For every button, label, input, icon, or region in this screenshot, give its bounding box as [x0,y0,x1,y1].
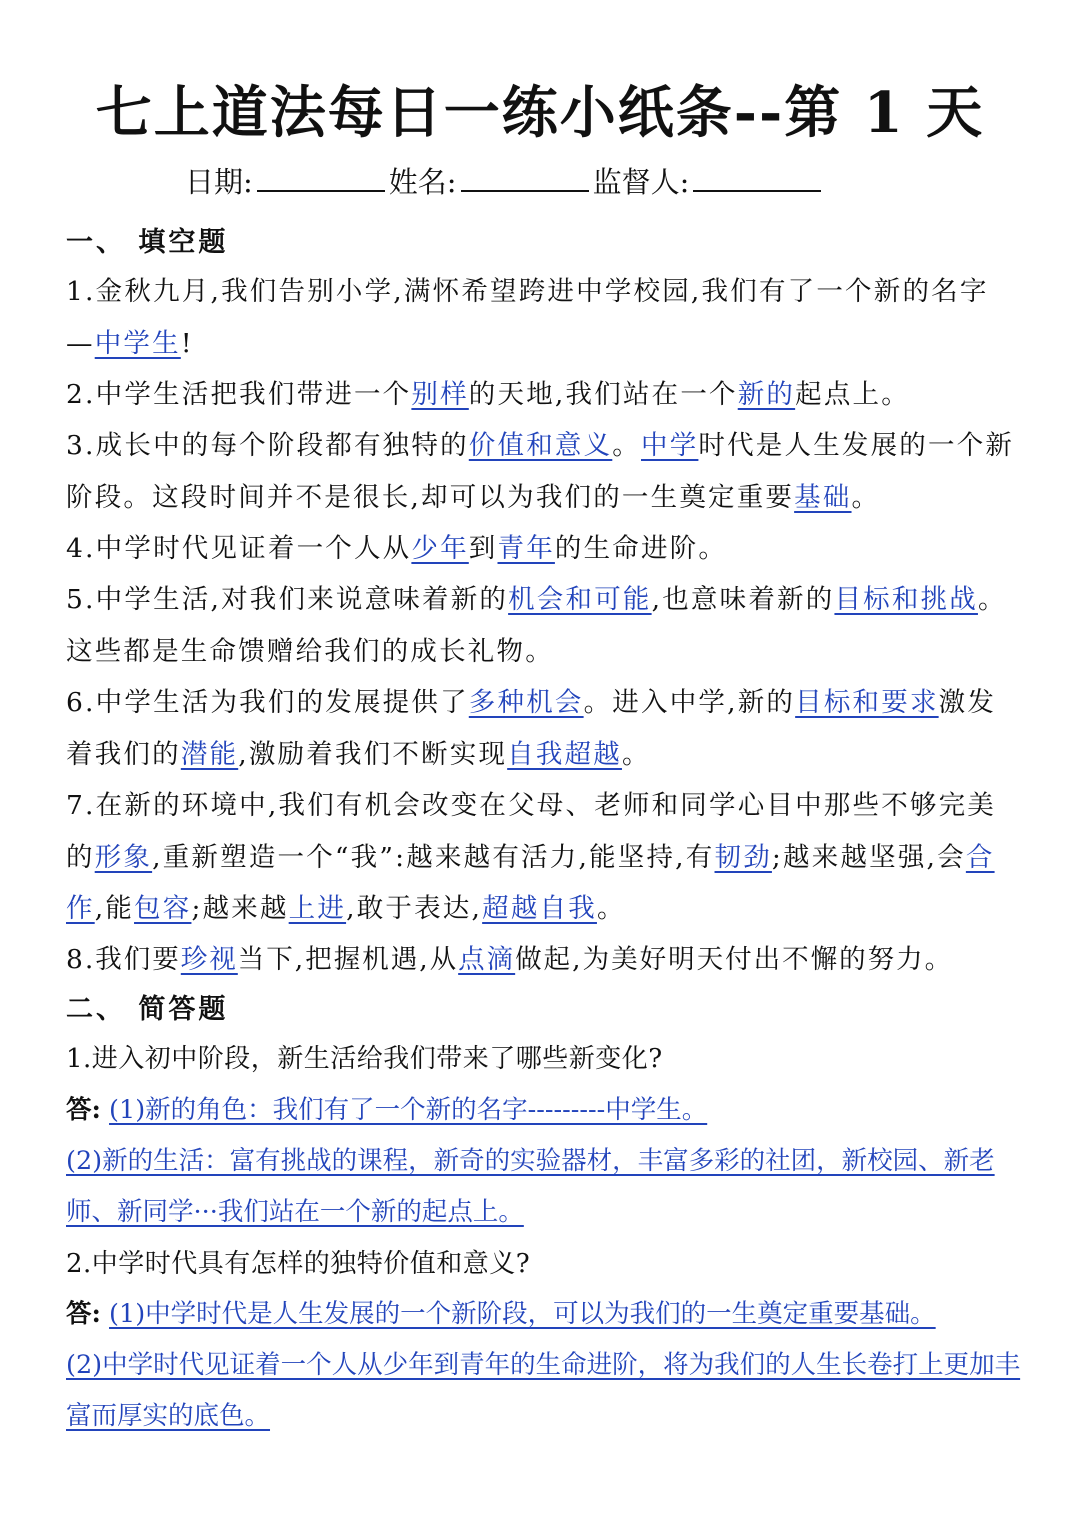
section-heading-fill-blank: 一、 填空题 [66,227,229,258]
question-4 [66,523,1016,575]
question-text: 时代是人生发展的一个新阶段。这段时间并不是很长,却可以为我们的一生奠定重要 [66,430,1015,513]
answer-2-line-1 [66,1289,1021,1340]
question-text: 做起,为美好明天付出不懈的努力。 [515,944,954,975]
answer-text: 形象 [94,841,153,873]
question-2 [66,369,1016,421]
question-text: 到 [468,533,498,564]
answer-label: 答: [66,1299,101,1329]
answer-text: 机会和可能 [508,584,652,615]
question-text: 4.中学时代见证着一个人从 [66,533,412,564]
question-text: 。 [596,893,626,924]
answer-text: 目标和要求 [795,687,939,718]
answer-text: 合作 [66,841,995,924]
question-text: 。 [621,738,651,770]
question-text: 8.我们要 [66,944,181,975]
question-1 [66,266,1016,369]
question-text: 6.中学生活为我们的发展提供了 [66,687,469,718]
question-text: 。 [851,481,881,513]
question-text: ,也意味着新的 [651,584,835,615]
question-text: ;越来越坚强,会 [771,841,966,873]
date-label: 日期: [185,165,253,199]
answer-text: 目标和挑战 [834,584,978,615]
answer-text: 中学 [641,430,699,461]
answer-label: 答: [66,1095,101,1125]
question-3 [66,420,1016,523]
question-text: ,敢于表达, [346,893,483,924]
question-text: 3.成长中的每个阶段都有独特的 [66,430,469,461]
question-5 [66,574,1016,677]
answer-text: 新的 [737,379,796,410]
answer-1-line-1 [66,1085,1021,1136]
supervisor-label: 监督人: [592,165,690,199]
date-blank [257,164,385,192]
question-text: 的天地,我们站在一个 [468,379,738,410]
answer-text: 青年 [497,533,555,564]
answer-text: (1)中学时代是人生发展的一个新阶段，可以为我们的一生奠定重要基础。 [109,1299,936,1329]
supervisor-blank [693,164,821,192]
answer-text: 别样 [411,379,469,410]
short-question-2: 2.中学时代具有怎样的独特价值和意义? [66,1249,531,1279]
question-text: ,激励着我们不断实现 [238,738,508,770]
page-title: 七上道法每日一练小纸条--第 1 天 [95,80,985,146]
question-text: ;越来越 [191,893,289,924]
question-text: ! [180,327,194,359]
question-text: 5.中学生活,对我们来说意味着新的 [66,584,509,615]
name-blank [461,164,589,192]
answer-text: (2)新的生活：富有挑战的课程，新奇的实验器材，丰富多彩的社团，新校园、新老师、新同学···我们站在一个新的起点上。 [66,1146,995,1227]
answer-text: 少年 [411,533,469,564]
question-text: 1.金秋九月,我们告别小学,满怀希望跨进中学校园,我们有了一个新的名字— [66,276,989,359]
answer-text: 点滴 [458,944,516,975]
info-line [185,162,825,202]
answer-text: 上进 [288,893,347,924]
name-label: 姓名: [388,165,457,199]
answer-2-line-2 [66,1340,1021,1442]
question-text: 激发着我们的 [66,687,997,770]
answer-text: 珍视 [180,944,238,975]
answer-text: (2)中学时代见证着一个人从少年到青年的生命进阶，将为我们的人生长卷打上更加丰富而厚实的底色。 [66,1350,1021,1431]
question-text: 2.中学生活把我们带进一个 [66,379,412,410]
question-7 [66,780,1016,935]
answer-text: (1)新的角色：我们有了一个新的名字---------中学生。 [109,1095,708,1125]
answer-text: 韧劲 [714,841,772,873]
answer-text: 自我超越 [507,738,622,770]
question-text: 。这些都是生命馈赠给我们的成长礼物。 [66,584,1007,667]
answer-text: 多种机会 [468,687,584,718]
answer-text: 中学生 [94,327,181,359]
short-question-1: 1.进入初中阶段，新生活给我们带来了哪些新变化? [66,1044,663,1074]
question-text: ,重新塑造一个“我”:越来越有活力,能坚持,有 [152,841,715,873]
answer-1-line-2 [66,1136,1021,1238]
question-text: ,能 [94,893,135,924]
question-text: 。 [612,430,641,461]
question-text: 起点上。 [795,379,910,410]
question-8 [66,934,1036,986]
answer-text: 价值和意义 [468,430,613,461]
question-6 [66,677,1016,780]
answer-text: 潜能 [180,738,239,770]
section-heading-short-answer: 二、 简答题 [66,994,229,1025]
question-text: 的生命进阶。 [554,533,728,564]
answer-text: 超越自我 [482,893,597,924]
question-text: 当下,把握机遇,从 [237,944,459,975]
question-text: 7.在新的环境中,我们有机会改变在父母、老师和同学心目中那些不够完美的 [66,790,997,873]
answer-text: 包容 [134,893,192,924]
question-text: 。进入中学,新的 [583,687,796,718]
answer-text: 基础 [794,481,852,513]
